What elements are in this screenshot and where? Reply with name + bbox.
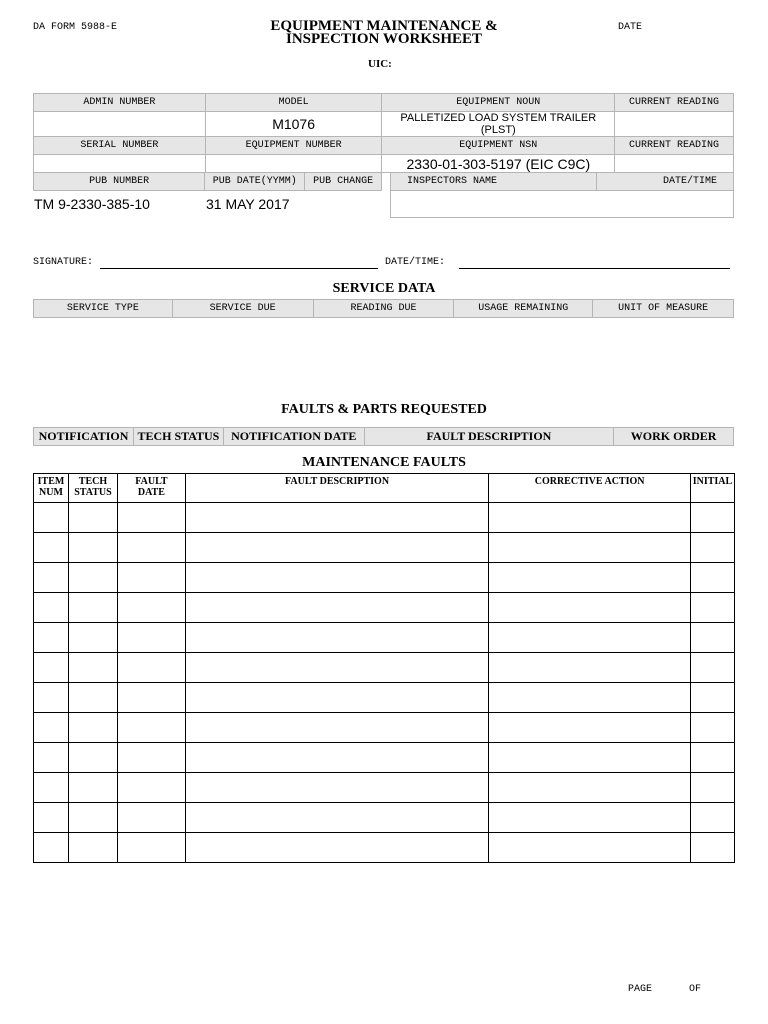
work-order-header: WORK ORDER (614, 428, 734, 446)
item-num-cell[interactable] (34, 683, 69, 713)
tech-status-cell[interactable] (68, 713, 117, 743)
pub-date-value: 31 MAY 2017 (206, 196, 290, 212)
signature-label: SIGNATURE: (33, 257, 94, 268)
initial-header: INITIAL (690, 474, 734, 503)
fault-row (34, 713, 735, 743)
notification-header: NOTIFICATION (34, 428, 134, 446)
corrective-action-cell[interactable] (489, 593, 691, 623)
pub-number-header: PUB NUMBER (34, 173, 205, 191)
model-header: MODEL (205, 94, 382, 112)
fault-description-cell[interactable] (185, 623, 488, 653)
fault-date-cell[interactable] (117, 593, 185, 623)
admin-number-field[interactable] (34, 112, 206, 137)
equipment-nsn-header: EQUIPMENT NSN (382, 137, 615, 155)
signature-datetime-label: DATE/TIME: (385, 257, 446, 268)
fault-row (34, 593, 735, 623)
fault-description-cell[interactable] (185, 743, 488, 773)
tech-status-cell[interactable] (68, 563, 117, 593)
pub-date-header: PUB DATE(YYMM) (205, 173, 305, 191)
fault-description-cell[interactable] (185, 563, 488, 593)
of-label: OF (689, 984, 702, 995)
tech-status-col-header (68, 474, 117, 503)
signature-line[interactable] (100, 268, 378, 269)
initial-cell[interactable] (690, 563, 734, 593)
fault-row (34, 833, 735, 863)
item-num-header-line2: NUM (39, 487, 63, 498)
fault-description-cell[interactable] (185, 773, 488, 803)
equipment-number-field[interactable] (205, 155, 382, 173)
initial-cell[interactable] (690, 593, 734, 623)
fault-description-cell[interactable] (185, 533, 488, 563)
page-label: PAGE (628, 984, 653, 995)
fault-date-cell[interactable] (117, 773, 185, 803)
pub-table (33, 172, 382, 191)
fault-date-cell[interactable] (117, 833, 185, 863)
fault-row (34, 503, 735, 533)
form-title-line1: EQUIPMENT MAINTENANCE & (270, 18, 498, 34)
tech-status-cell[interactable] (68, 683, 117, 713)
corrective-action-cell[interactable] (489, 833, 691, 863)
item-num-cell[interactable] (34, 623, 69, 653)
fault-row (34, 563, 735, 593)
fault-description-cell[interactable] (185, 653, 488, 683)
fault-row (34, 773, 735, 803)
fault-description-cell[interactable] (185, 683, 488, 713)
equipment-number-header: EQUIPMENT NUMBER (205, 137, 382, 155)
tech-status-col-header-line2: STATUS (74, 487, 112, 498)
fault-description-header: FAULT DESCRIPTION (364, 428, 614, 446)
corrective-action-header: CORRECTIVE ACTION (489, 474, 691, 503)
form-title-line2: INSPECTION WORKSHEET (285, 31, 483, 47)
pub-change-header: PUB CHANGE (305, 173, 382, 191)
fault-date-cell[interactable] (117, 563, 185, 593)
uic-label: UIC: (368, 58, 392, 70)
tech-status-cell[interactable] (68, 653, 117, 683)
initial-cell[interactable] (690, 503, 734, 533)
usage-remaining-header: USAGE REMAINING (454, 300, 593, 318)
initial-cell[interactable] (690, 833, 734, 863)
item-num-cell[interactable] (34, 833, 69, 863)
service-data-title: SERVICE DATA (332, 281, 436, 296)
mf-fault-description-header: FAULT DESCRIPTION (185, 474, 488, 503)
corrective-action-cell[interactable] (489, 503, 691, 533)
fault-row (34, 683, 735, 713)
pub-number-value: TM 9-2330-385-10 (34, 196, 150, 212)
item-num-cell[interactable] (34, 503, 69, 533)
notification-date-header: NOTIFICATION DATE (223, 428, 364, 446)
faults-parts-table (33, 427, 734, 446)
tech-status-cell[interactable] (68, 773, 117, 803)
initial-cell[interactable] (690, 803, 734, 833)
fault-description-cell[interactable] (185, 713, 488, 743)
fault-description-cell[interactable] (185, 593, 488, 623)
corrective-action-cell[interactable] (489, 623, 691, 653)
corrective-action-cell[interactable] (489, 563, 691, 593)
initial-cell[interactable] (690, 533, 734, 563)
service-type-header: SERVICE TYPE (34, 300, 173, 318)
tech-status-header: TECH STATUS (133, 428, 223, 446)
initial-cell[interactable] (690, 713, 734, 743)
unit-of-measure-header: UNIT OF MEASURE (593, 300, 734, 318)
serial-number-field[interactable] (34, 155, 206, 173)
equipment-table (33, 93, 734, 173)
date-label: DATE (618, 22, 643, 33)
fault-date-cell[interactable] (117, 533, 185, 563)
initial-cell[interactable] (690, 743, 734, 773)
current-reading-header: CURRENT READING (615, 94, 734, 112)
maintenance-faults-title: MAINTENANCE FAULTS (302, 455, 466, 470)
tech-status-col-header-line1: TECH (78, 476, 108, 487)
tech-status-cell[interactable] (68, 533, 117, 563)
corrective-action-cell[interactable] (489, 803, 691, 833)
maintenance-faults-body (34, 503, 735, 863)
fault-date-cell[interactable] (117, 623, 185, 653)
tech-status-cell[interactable] (68, 623, 117, 653)
tech-status-cell[interactable] (68, 503, 117, 533)
admin-number-header: ADMIN NUMBER (34, 94, 206, 112)
item-num-cell[interactable] (34, 593, 69, 623)
fault-row (34, 623, 735, 653)
service-due-header: SERVICE DUE (172, 300, 313, 318)
item-num-header (34, 474, 69, 503)
item-num-cell[interactable] (34, 773, 69, 803)
fault-date-cell[interactable] (117, 803, 185, 833)
service-data-table (33, 299, 734, 318)
fault-row (34, 653, 735, 683)
inspector-table (390, 172, 734, 218)
corrective-action-cell[interactable] (489, 713, 691, 743)
maintenance-faults-table (33, 473, 735, 863)
item-num-header-line1: ITEM (37, 476, 65, 487)
fault-row (34, 533, 735, 563)
fault-description-cell[interactable] (185, 503, 488, 533)
fault-row (34, 743, 735, 773)
tech-status-cell[interactable] (68, 743, 117, 773)
item-num-cell[interactable] (34, 653, 69, 683)
corrective-action-cell[interactable] (489, 683, 691, 713)
model-field[interactable]: M1076 (205, 112, 382, 137)
faults-parts-title: FAULTS & PARTS REQUESTED (281, 402, 487, 417)
item-num-cell[interactable] (34, 533, 69, 563)
current-reading-field-2[interactable] (615, 155, 734, 173)
fault-description-cell[interactable] (185, 833, 488, 863)
current-reading-header-2: CURRENT READING (615, 137, 734, 155)
fault-date-cell[interactable] (117, 653, 185, 683)
serial-number-header: SERIAL NUMBER (34, 137, 206, 155)
item-num-cell[interactable] (34, 563, 69, 593)
initial-cell[interactable] (690, 653, 734, 683)
corrective-action-cell[interactable] (489, 773, 691, 803)
form-title (234, 20, 534, 46)
current-reading-field[interactable] (615, 112, 734, 137)
initial-cell[interactable] (690, 623, 734, 653)
corrective-action-cell[interactable] (489, 743, 691, 773)
corrective-action-cell[interactable] (489, 533, 691, 563)
equipment-noun-field[interactable]: PALLETIZED LOAD SYSTEM TRAILER (PLST) (382, 112, 615, 137)
equipment-noun-header: EQUIPMENT NOUN (382, 94, 615, 112)
corrective-action-cell[interactable] (489, 653, 691, 683)
inspector-datetime-header: DATE/TIME (597, 173, 734, 191)
fault-date-header (117, 474, 185, 503)
fault-date-cell[interactable] (117, 743, 185, 773)
item-num-cell[interactable] (34, 713, 69, 743)
form-id: DA FORM 5988-E (33, 22, 118, 33)
initial-cell[interactable] (690, 773, 734, 803)
fault-description-cell[interactable] (185, 803, 488, 833)
fault-date-cell[interactable] (117, 683, 185, 713)
reading-due-header: READING DUE (313, 300, 454, 318)
initial-cell[interactable] (690, 683, 734, 713)
tech-status-cell[interactable] (68, 833, 117, 863)
inspectors-name-header: INSPECTORS NAME (391, 173, 597, 191)
fault-date-cell[interactable] (117, 713, 185, 743)
fault-date-header-line1: FAULT (135, 476, 168, 487)
fault-row (34, 803, 735, 833)
fault-date-cell[interactable] (117, 503, 185, 533)
item-num-cell[interactable] (34, 803, 69, 833)
signature-datetime-line[interactable] (459, 268, 730, 269)
item-num-cell[interactable] (34, 743, 69, 773)
equipment-nsn-field[interactable]: 2330-01-303-5197 (EIC C9C) (382, 155, 615, 173)
inspector-field[interactable] (391, 191, 734, 218)
tech-status-cell[interactable] (68, 593, 117, 623)
tech-status-cell[interactable] (68, 803, 117, 833)
fault-date-header-line2: DATE (137, 487, 165, 498)
